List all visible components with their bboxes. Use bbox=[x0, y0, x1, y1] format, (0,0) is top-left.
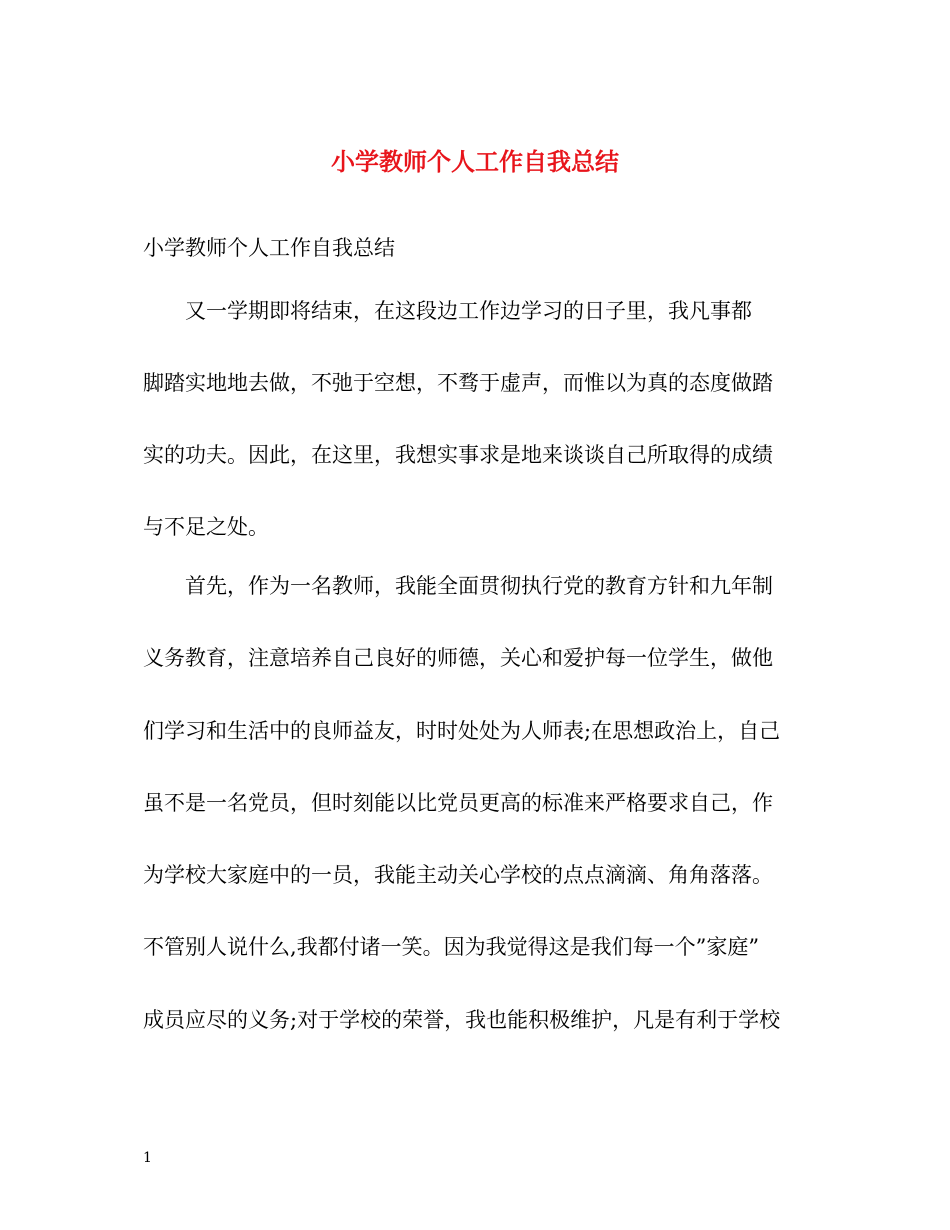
body-line: 虽不是一名党员，但时刻能以比党员更高的标准来严格要求自己，作 bbox=[143, 791, 773, 815]
body-line: 与不足之处。 bbox=[143, 515, 269, 539]
document-title: 小学教师个人工作自我总结 bbox=[331, 147, 619, 176]
page-number: 1 bbox=[143, 1150, 152, 1166]
body-line: 为学校大家庭中的一员，我能主动关心学校的点点滴滴、角角落落。 bbox=[143, 863, 773, 887]
body-line: 成员应尽的义务;对于学校的荣誉，我也能积极维护，凡是有利于学校 bbox=[143, 1008, 781, 1032]
body-line: 又一学期即将结束，在这段边工作边学习的日子里，我凡事都 bbox=[143, 299, 752, 323]
body-line: 首先，作为一名教师，我能全面贯彻执行党的教育方针和九年制 bbox=[143, 574, 773, 598]
body-line: 不管别人说什么,我都付诸一笑。因为我觉得这是我们每一个”家庭” bbox=[143, 935, 760, 959]
body-line: 脚踏实地地去做，不弛于空想，不骛于虚声，而惟以为真的态度做踏 bbox=[143, 371, 773, 395]
body-line: 们学习和生活中的良师益友，时时处处为人师表;在思想政治上，自己 bbox=[143, 719, 781, 743]
body-line: 义务教育，注意培养自己良好的师德，关心和爱护每一位学生，做他 bbox=[143, 646, 773, 670]
body-line: 实的功夫。因此，在这里，我想实事求是地来谈谈自己所取得的成绩 bbox=[143, 443, 773, 467]
document-subtitle: 小学教师个人工作自我总结 bbox=[143, 236, 395, 260]
